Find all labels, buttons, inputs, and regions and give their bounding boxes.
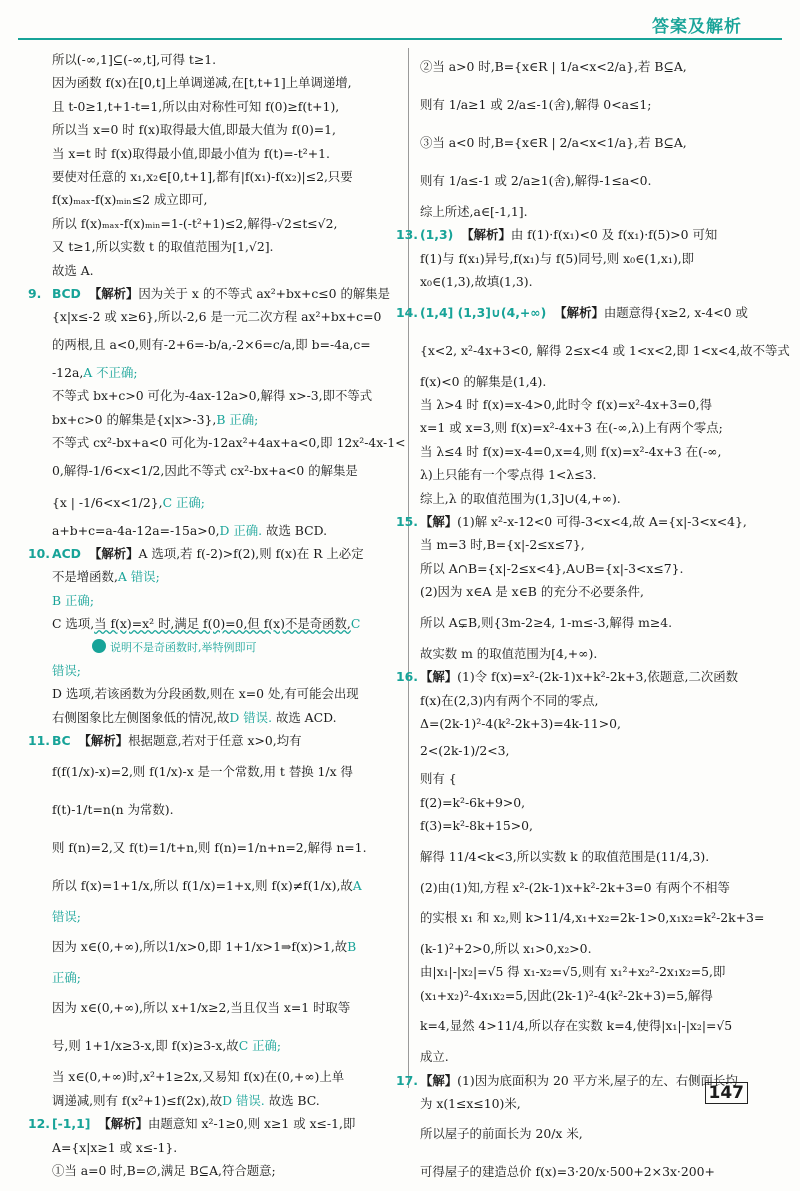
text-line — [420, 557, 750, 580]
text-line — [52, 305, 398, 328]
header-rule — [18, 38, 782, 40]
section-title: 答案及解析 — [652, 17, 742, 37]
text-line — [52, 791, 398, 829]
body-text: 由 f(1)·f(x₁)<0 及 f(x₁)·f(5)>0 可知 — [510, 227, 718, 243]
body-text: 所以 f(x)ₘₐₓ-f(x)ₘᵢₙ=1-(-t²+1)≤2,解得-√2≤t≤√2, — [52, 215, 338, 231]
body-text: 则有 1/a≤-1 或 2/a≥1(舍),解得-1≤a<0. — [420, 173, 652, 188]
analysis-tag: 【解析】 — [88, 286, 139, 302]
body-text: 故实数 m 的取值范围为[4,+∞). — [420, 645, 598, 661]
analysis-tag: 【解】 — [420, 1072, 458, 1088]
body-text: 当 x∈(0,+∞)时,x²+1≥2x,又易知 f(x)在(0,+∞)上单 — [52, 1069, 345, 1085]
analysis-tag: 【解析】 — [554, 304, 604, 320]
page-number: 147 — [705, 1082, 749, 1104]
text-line — [420, 332, 790, 370]
body-text: ②当 a>0 时,B={x∈R | 1/a<x<2/a},若 B⊆A, — [420, 59, 687, 74]
text-line — [52, 329, 398, 361]
answer-key: [-1,1] — [52, 1116, 91, 1132]
text-line — [52, 905, 398, 928]
body-text: 因为函数 f(x)在[0,t]上单调递减,在[t,t+1]上单调递增, — [52, 75, 352, 91]
text-line — [420, 767, 750, 790]
verdict-text: D 错误. — [222, 1092, 265, 1108]
body-text: k=4,显然 4>11/4,所以存在实数 k=4,使得|x₁|-|x₂|=√5 — [420, 1018, 733, 1034]
body-text: (1)令 f(x)=x²-(2k-1)x+k²-2k+3,依题意,二次函数 — [457, 669, 739, 685]
body-text: x₀∈(1,3),故填(1,3). — [420, 274, 533, 290]
body-text: bx+c>0 的解集是{x|x>-3}, — [52, 411, 217, 427]
text-line — [420, 463, 750, 486]
answer-key: BCD — [52, 286, 81, 302]
analysis-tag: 【解析】 — [461, 227, 511, 243]
body-text: f(f(1/x)-x)=2,则 f(1/x)-x 是一个常数,用 t 替换 1/x 得 — [52, 763, 353, 779]
text-line — [52, 1027, 398, 1065]
body-text: 不是增函数, — [52, 569, 118, 585]
body-text: Δ=(2k-1)²-4(k²-2k+3)=4k-11>0, — [420, 715, 621, 731]
body-text: (x₁+x₂)²-4x₁x₂=5,因此(2k-1)²-4(k²-2k+3)=5,解得 — [420, 987, 713, 1003]
text-line — [52, 71, 398, 94]
text-line — [52, 361, 398, 384]
body-text: 综上所述,a∈[-1,1]. — [420, 204, 528, 219]
text-line — [420, 270, 750, 293]
text-line — [52, 1136, 398, 1159]
analysis-tag: 【解析】 — [88, 545, 139, 561]
body-text: a+b+c=a-4a-12a=-15a>0, — [52, 522, 220, 538]
answer-key: ACD — [52, 545, 81, 561]
text-line — [420, 487, 750, 510]
conclusion-text: 故选 BC. — [264, 1092, 320, 1108]
body-text: 由|x₁|-|x₂|=√5 得 x₁-x₂=√5,则有 x₁²+x₂²-2x₁x₂=5,即 — [420, 964, 726, 980]
text-line — [28, 542, 398, 565]
text-line — [52, 1089, 398, 1112]
text-line — [396, 1069, 750, 1092]
text-line — [420, 1045, 750, 1068]
body-text: C 选项, — [52, 616, 95, 632]
problem-number: 15. — [396, 514, 418, 530]
body-text: {x|x≤-2 或 x≥6},所以-2,6 是一元二次方程 ax²+bx+c=0 — [52, 309, 382, 325]
body-text: 所以 A∩B={x|-2≤x<4},A∪B={x|-3<x≤7}. — [420, 560, 684, 576]
text-line — [52, 659, 398, 682]
body-text: f(x)<0 的解集是(1,4). — [420, 373, 547, 389]
body-text: (1)解 x²-x-12<0 可得-3<x<4,故 A={x|-3<x<4}, — [457, 514, 747, 530]
verdict-text: 正确; — [52, 969, 81, 985]
text-line — [420, 124, 750, 162]
text-line — [52, 487, 398, 519]
text-line — [420, 984, 750, 1007]
body-text: 由题意知 x²-1≥0,则 x≥1 或 x≤-1,即 — [147, 1116, 356, 1132]
body-text: 因为关于 x 的不等式 ax²+bx+c≤0 的解集是 — [138, 286, 391, 302]
body-text: {x | -1/6<x<1/2}, — [52, 494, 163, 510]
text-line — [52, 212, 398, 235]
body-text: 因为 x∈(0,+∞),所以1/x>0,即 1+1/x>1⇒f(x)>1,故 — [52, 938, 348, 954]
text-line — [420, 48, 750, 86]
body-text: 当 m=3 时,B={x|-2≤x≤7}, — [420, 537, 585, 553]
body-text: 所以当 x=0 时 f(x)取得最大值,即最大值为 f(0)=1, — [52, 122, 336, 138]
body-text: 故选 A. — [52, 262, 94, 278]
text-line — [420, 416, 750, 439]
text-line — [52, 989, 398, 1027]
text-line — [28, 282, 398, 305]
problem-number: 11. — [28, 733, 50, 749]
body-text: D 选项,若该函数为分段函数,则在 x=0 处,有可能会出现 — [52, 686, 359, 702]
body-text: 所以屋子的前面长为 20/x 米, — [420, 1126, 583, 1142]
body-text: f(x)ₘₐₓ-f(x)ₘᵢₙ≤2 成立即可, — [52, 192, 208, 208]
column-divider — [408, 48, 409, 1088]
verdict-text: A 不正确; — [83, 364, 138, 380]
text-line — [52, 142, 398, 165]
text-line — [420, 162, 750, 200]
body-text: 根据题意,若对于任意 x>0,均有 — [128, 733, 302, 749]
body-text: 成立. — [420, 1049, 449, 1065]
verdict-text: 错误; — [52, 662, 81, 678]
text-line — [52, 565, 398, 588]
verdict-text: B 正确; — [216, 411, 259, 427]
body-text: 右侧图象比左侧图象低的情况,故 — [52, 709, 230, 725]
body-text: 号,则 1+1/x≥3-x,即 f(x)≥3-x,故 — [52, 1038, 239, 1054]
text-line — [420, 712, 750, 735]
text-line — [52, 753, 398, 791]
text-line — [52, 867, 398, 905]
text-line — [28, 729, 398, 752]
conclusion-text: 故选 ACD. — [272, 709, 337, 725]
text-line — [52, 1065, 398, 1088]
body-text: ①当 a=0 时,B=∅,满足 B⊆A,符合题意; — [52, 1163, 276, 1178]
body-text: 则有 { — [420, 771, 457, 787]
analysis-tag: 【解】 — [420, 669, 458, 685]
text-line — [420, 838, 750, 876]
text-line — [420, 1092, 750, 1115]
text-line — [52, 928, 398, 966]
text-line — [420, 370, 750, 393]
text-line — [420, 814, 750, 837]
body-text: 因为 x∈(0,+∞),所以 x+1/x≥2,当且仅当 x=1 时取等 — [52, 1000, 351, 1016]
body-text: 2<(2k-1)/2<3, — [420, 743, 510, 759]
body-text: f(1)与 f(x₁)异号,f(x₁)与 f(5)同号,则 x₀∈(1,x₁),即 — [420, 250, 695, 266]
body-text: 所以 A⊊B,则{3m-2≥4, 1-m≤-3,解得 m≥4. — [420, 614, 673, 630]
body-text: (2)由(1)知,方程 x²-(2k-1)x+k²-2k+3=0 有两个不相等 — [420, 879, 730, 895]
text-line — [420, 580, 750, 603]
text-line — [420, 247, 750, 270]
text-line — [52, 235, 398, 258]
text-line — [396, 223, 750, 246]
text-line — [52, 259, 398, 282]
body-text: f(t)-1/t=n(n 为常数). — [52, 801, 174, 817]
body-text: λ)上只能有一个零点得 1<λ≤3. — [420, 467, 597, 483]
body-text: 可得屋子的建造总价 f(x)=3·20/x·500+2×3x·200+ — [420, 1164, 715, 1180]
body-text: ③当 a<0 时,B={x∈R | 2/a<x<1/a},若 B⊆A, — [420, 135, 687, 150]
body-text: (2)因为 x∈A 是 x∈B 的充分不必要条件, — [420, 584, 644, 600]
body-text: 由题意得{x≥2, x-4<0 或 — [603, 304, 748, 320]
body-text: -12a, — [52, 364, 84, 380]
text-line — [420, 393, 750, 416]
body-text: 则 f(n)=2,又 f(t)=1/t+n,则 f(n)=1/n+n=2,解得 n=1. — [52, 839, 367, 855]
body-text: 又 t≥1,所以实数 t 的取值范围为[1,√2]. — [52, 239, 274, 255]
answer-key: (1,3) — [420, 227, 454, 243]
body-text: 所以(-∞,1]⊆(-∞,t],可得 t≥1. — [52, 52, 217, 67]
problem-number: 14. — [396, 304, 418, 320]
underlined-text: 当 f(x)=x² 时,满足 f(0)=0,但 f(x)不是奇函数, — [94, 616, 351, 632]
text-line — [420, 1153, 750, 1191]
analysis-tag: 【解析】 — [98, 1116, 148, 1132]
body-text: 当 λ≤4 时 f(x)=x-4=0,x=4,则 f(x)=x²-4x+3 在(-∞, — [420, 443, 722, 459]
text-line — [396, 665, 750, 688]
body-text: 且 t-0≥1,t+1-t=1,所以由对称性可知 f(0)≥f(t+1), — [52, 98, 340, 114]
left-column — [28, 48, 406, 1182]
body-text: 所以 f(x)=1+1/x,所以 f(1/x)=1+x,则 f(x)≠f(1/x),故 — [52, 877, 353, 893]
body-text: 要使对任意的 x₁,x₂∈[0,t+1],都有|f(x₁)-f(x₂)|≤2,只要 — [52, 169, 353, 185]
body-text: A={x|x≥1 或 x≤-1}. — [52, 1139, 178, 1155]
body-text: (1)因为底面积为 20 平方米,屋子的左、右侧面长均 — [457, 1072, 738, 1088]
body-text: 不等式 bx+c>0 可化为-4ax-12a>0,解得 x>-3,即不等式 — [52, 388, 373, 404]
text-line — [52, 188, 398, 211]
text-line — [420, 604, 750, 642]
text-line — [420, 899, 765, 937]
body-text: 0,解得-1/6<x<1/2,因此不等式 cx²-bx+a<0 的解集是 — [52, 462, 358, 478]
text-line — [52, 682, 398, 705]
text-line — [52, 431, 406, 454]
body-text: f(3)=k²-8k+15>0, — [420, 818, 533, 834]
page-header — [0, 0, 800, 44]
problem-number: 13. — [396, 227, 418, 243]
text-line — [420, 960, 750, 983]
verdict-text: C 正确; — [238, 1038, 282, 1054]
body-text: 综上,λ 的取值范围为(1,3]∪(4,+∞). — [420, 490, 621, 506]
text-line — [52, 408, 398, 431]
analysis-tag: 【解析】 — [78, 733, 129, 749]
verdict-text: D 错误. — [229, 709, 273, 725]
text-line — [420, 689, 750, 712]
text-line — [420, 86, 750, 124]
text-line — [396, 510, 750, 533]
problem-number: 12. — [28, 1116, 50, 1132]
text-line — [52, 1159, 398, 1182]
text-line — [52, 48, 398, 71]
body-text: 调递减,则有 f(x²+1)≤f(2x),故 — [52, 1092, 223, 1108]
text-line — [420, 200, 750, 223]
body-text: 当 x=t 时 f(x)取得最小值,即最小值为 f(t)=-t²+1. — [52, 145, 330, 161]
verdict-text: A — [352, 877, 362, 893]
verdict-text: D 正确. — [219, 522, 263, 538]
body-text: 解得 11/4<k<3,所以实数 k 的取值范围是(11/4,3). — [420, 848, 710, 864]
verdict-text: C 正确; — [162, 494, 205, 510]
text-line — [52, 95, 398, 118]
text-line — [420, 642, 750, 665]
text-line — [52, 636, 398, 659]
text-line — [52, 165, 398, 188]
conclusion-text: 故选 BCD. — [262, 522, 328, 538]
text-line — [52, 612, 398, 635]
body-text: x=1 或 x=3,则 f(x)=x²-4x+3 在(-∞,λ)上有两个零点; — [420, 420, 723, 436]
text-line — [420, 533, 750, 556]
text-line — [52, 384, 398, 407]
body-text: f(2)=k²-6k+9>0, — [420, 794, 526, 810]
body-text: 当 λ>4 时 f(x)=x-4>0,此时令 f(x)=x²-4x+3=0,得 — [420, 397, 712, 413]
problem-number: 16. — [396, 669, 418, 685]
body-text: A 选项,若 f(-2)>f(2),则 f(x)在 R 上必定 — [138, 545, 364, 561]
text-line — [52, 966, 398, 989]
text-line — [420, 735, 750, 767]
problem-number: 17. — [396, 1072, 418, 1088]
answer-key: (1,4] (1,3]∪(4,+∞) — [420, 304, 547, 320]
text-line — [28, 1112, 398, 1135]
text-line — [52, 706, 398, 729]
body-text: 为 x(1≤x≤10)米, — [420, 1095, 521, 1111]
body-text: (k-1)²+2>0,所以 x₁>0,x₂>0. — [420, 940, 592, 956]
text-line — [420, 1007, 750, 1045]
note-badge-icon — [92, 639, 106, 653]
answer-key: BC — [52, 733, 71, 749]
verdict-text: A 错误; — [117, 569, 160, 585]
body-text: f(x)在(2,3)内有两个不同的零点, — [420, 692, 599, 708]
text-line — [52, 829, 398, 867]
text-line — [396, 294, 750, 332]
text-line — [52, 118, 398, 141]
problem-number: 10. — [28, 545, 50, 561]
text-line — [420, 876, 750, 899]
body-text: 的实根 x₁ 和 x₂,则 k>11/4,x₁+x₂=2k-1>0,x₁x₂=k²-2k+3= — [420, 909, 765, 925]
body-text: 的两根,且 a<0,则有-2+6=-b/a,-2×6=c/a,即 b=-4a,c= — [52, 336, 371, 352]
text-line — [52, 455, 398, 487]
text-line — [420, 937, 750, 960]
body-text: 不等式 cx²-bx+a<0 可化为-12ax²+4ax+a<0,即 12x²-4x-1< — [52, 435, 406, 451]
margin-note: 说明不是奇函数时,举特例即可 — [110, 640, 257, 654]
problem-number: 9. — [28, 286, 42, 302]
verdict-text: B 正确; — [52, 592, 94, 608]
body-text: 则有 1/a≥1 或 2/a≤-1(舍),解得 0<a≤1; — [420, 97, 652, 112]
verdict-text: C — [350, 616, 361, 632]
text-line — [420, 440, 750, 463]
text-line — [52, 519, 398, 542]
text-line — [420, 791, 750, 814]
body-text: {x<2, x²-4x+3<0, 解得 2≤x<4 或 1<x<2,即 1<x<4,故不等式 — [420, 342, 790, 358]
analysis-tag: 【解】 — [420, 514, 458, 530]
text-line — [52, 589, 398, 612]
verdict-text: 错误; — [52, 908, 81, 924]
text-line — [420, 1115, 750, 1153]
right-column — [396, 48, 790, 1191]
verdict-text: B — [347, 938, 357, 954]
